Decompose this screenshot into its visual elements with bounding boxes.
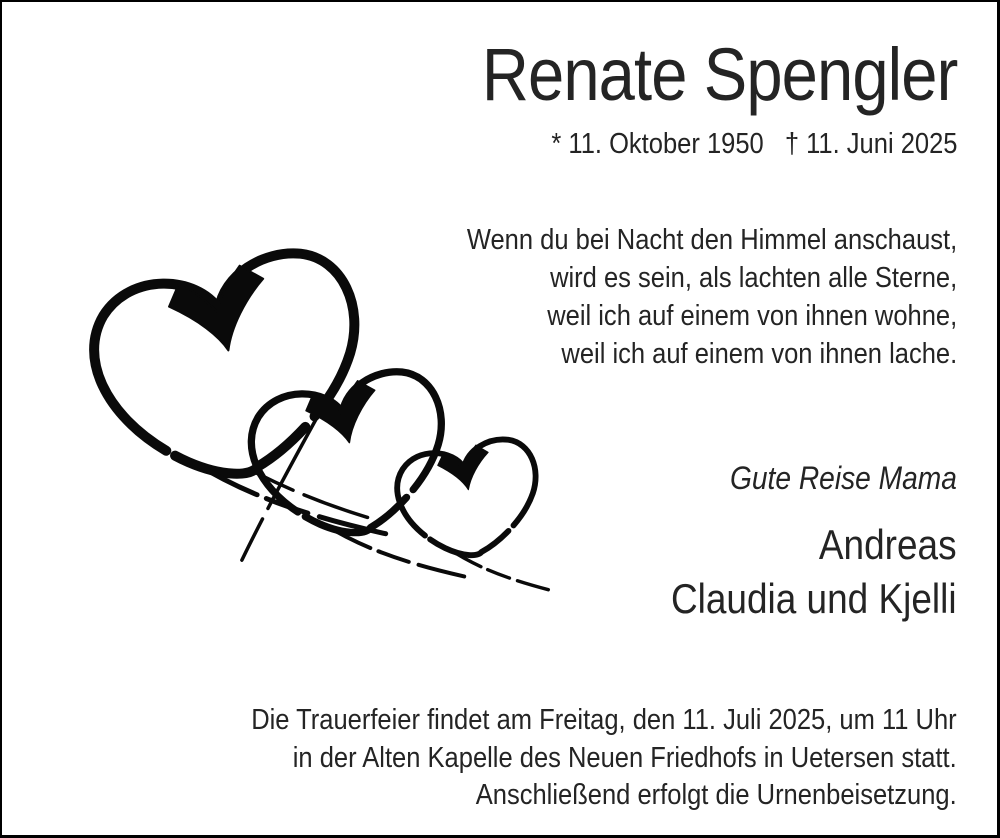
- heart-large-dip: [164, 261, 277, 361]
- heart-small-tail: [449, 531, 549, 606]
- poem-line: weil ich auf einem von ihnen wohne,: [547, 300, 957, 332]
- farewell-message: Gute Reise Mama: [730, 460, 957, 496]
- poem-line: weil ich auf einem von ihnen lache.: [561, 338, 957, 370]
- funeral-info-line: Die Trauerfeier findet am Freitag, den 11. Juli 2025, um 11 Uhr: [251, 704, 957, 736]
- funeral-info-line: in der Alten Kapelle des Neuen Friedhofs in Uetersen statt.: [293, 741, 957, 774]
- funeral-info: [252, 702, 957, 815]
- mourners-list: [671, 518, 957, 626]
- heart-medium-tail: [325, 497, 464, 605]
- memorial-poem: [467, 221, 957, 373]
- heart-small-outline: [391, 434, 549, 567]
- mourner-name: Andreas: [819, 521, 957, 568]
- life-dates: [551, 129, 957, 161]
- heart-small-dip: [435, 443, 494, 495]
- heart-medium-dip: [302, 378, 385, 451]
- poem-line: wird es sein, als lachten alle Sterne,: [549, 262, 957, 294]
- heart-large-tail-2: [257, 451, 368, 539]
- heart-medium-outline: [242, 363, 463, 552]
- birth-date: * 11. Oktober 1950: [550, 128, 764, 160]
- brush-sweep-line: [240, 394, 330, 564]
- mourner-name: Claudia und Kjelli: [671, 575, 957, 622]
- heart-large-tail: [195, 425, 386, 572]
- heart-large-outline: [81, 241, 384, 500]
- funeral-info-line: Anschließend erfolgt die Urnenbeisetzung.: [476, 779, 957, 811]
- deceased-name: Renate Spengler: [481, 33, 957, 116]
- death-date: † 11. Juni 2025: [784, 128, 957, 160]
- poem-line: Wenn du bei Nacht den Himmel anschaust,: [466, 224, 957, 256]
